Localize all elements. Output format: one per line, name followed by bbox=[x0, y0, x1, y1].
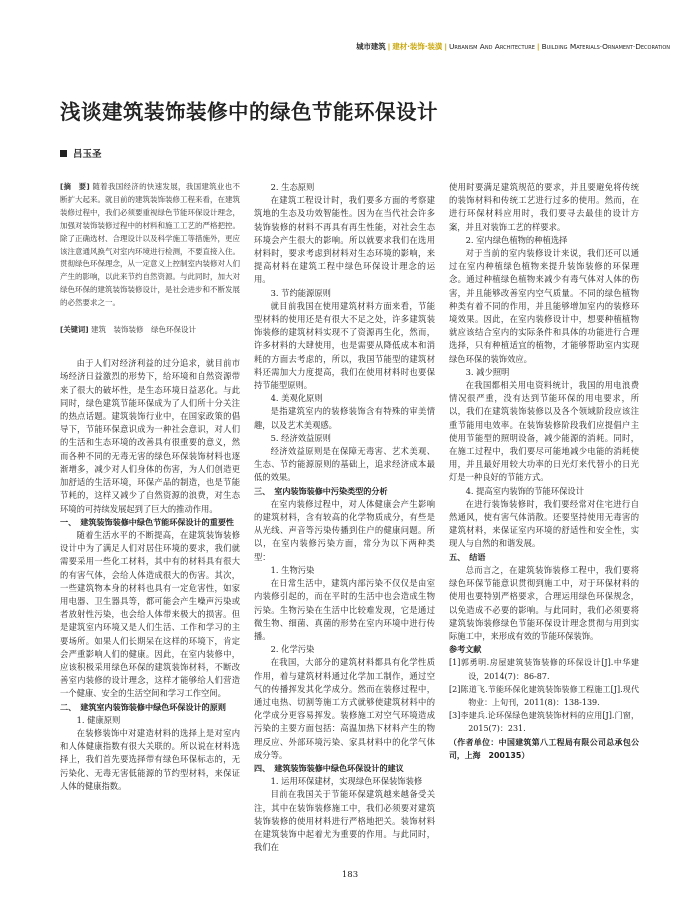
column-2 bbox=[254, 181, 435, 854]
section-2-5-heading: 5. 经济效益原则 bbox=[270, 432, 331, 443]
section-2-2-text: 在建筑工程设计时，我们要多方面的考察建筑地的生态及功效智能性。因为在当代社会许多装饰装修的材料不再具有再生性能，对社会生态环境会产生很大的影响。所以就要求我们在选用材料时，要求考虑到材料对生态环境的影响，来提高材料在建筑工程中绿色环保设计理念的运用。 bbox=[254, 195, 435, 285]
abstract-label: [摘 要] bbox=[60, 182, 90, 191]
section-2-4-text: 是指建筑室内的装修装饰含有特殊的审美情趣，以及艺术美观感。 bbox=[254, 406, 435, 430]
section-1-text: 随着生活水平的不断提高，在建筑装饰装修设计中为了满足人们对居住环境的要求，我们就需要采用一些化工材料，其中有的材料具有很大的有害气体，会给人体造成很大的伤害。其次，一些建筑物本身的材料也具有一定危害性，如家用电器、卫生器具等，都可能会产生噪声污染或者放射性污染，也会给人体带来极大的损害。但是建筑室内环境又是人们生活、工作和学习的主要场所。如果人们长期呆在这样的环境下，肯定会严重影响人们的健康。因此，在室内装修中，应该积极采用绿色环保的建筑装饰材料，不断改善室内装修的设计理念，这样才能够给人们营造一个健康、安全的生活空间和学习工作空间。 bbox=[60, 529, 240, 699]
section-2-heading: 二、 建筑室内装饰装修中绿色环保设计的原则 bbox=[60, 701, 226, 712]
section-2-1-heading: 1. 健康原则 bbox=[76, 714, 121, 725]
keywords bbox=[60, 323, 240, 336]
section-5-text: 总而言之，在建筑装饰装修工程中，我们要将绿色环保节能意识贯彻到施工中，对于环保材料的使用也要特别严格要求，合理运用绿色环保规念，以免造成不必要的影响。与此同时，我们必须要将建筑装饰装修绿色节能环保设计理念贯彻与用到实际施工中，来形成有效的节能环保装饰。 bbox=[449, 564, 639, 641]
intro-paragraph: 由于人们对经济利益的过分追求，就目前市场经济日益激烈的形势下，给环境和自然资源带来了很大的破坏性，是生态环境日益恶化。与此同时，绿色建筑节能环保成为了人们所十分关注的热点话题。建筑装饰行业中，在国家政策的倡导下，节能环保意识成为一种社会意识，对人们的生活和生态环境的改善具有很重要的意义，然而各种不同的无毒无害的绿色环保装饰材料也逐渐增多，减少对人们身体的伤害，为人们创造更加舒适的生活环境，环保产品的制造，也是节能节耗的，这样又减少了自然资源的浪费，对生态环境的可持续发展起到了巨大的推动作用。 bbox=[60, 358, 240, 514]
column-3 bbox=[449, 181, 639, 762]
reference-item: [1]郭勇明.房屋建筑装饰装修的环保设计[J].中华建设，2014(7)：86-87. bbox=[449, 658, 639, 681]
keywords-label: [关键词] bbox=[60, 325, 89, 335]
section-2-1-text: 在装修装饰中对建造材料的选择上是对室内和人体健康指数有很大关联的。所以说在材料选择上，我们首先要选择带有绿色环保标志的，无污染化、无毒无害低能源的节约型材料，来保证人体的健康指数。 bbox=[60, 727, 240, 791]
author-affiliation: （作者单位：中国建筑第八工程局有限公司总承包公司，上海 200135） bbox=[449, 737, 639, 760]
paper-title: 浅谈建筑装饰装修中的绿色节能环保设计 bbox=[60, 100, 438, 124]
section-4-3-heading: 3. 减少照明 bbox=[465, 366, 510, 377]
section-4-2-heading: 2. 室内绿色植物的种植选择 bbox=[465, 234, 568, 245]
header-en-a: Urbanism And Architecture bbox=[449, 42, 535, 51]
section-4-2-text: 对于当前的室内装修设计来说，我们还可以通过在室内种植绿色植物来提升装饰装修的环保理念。通过种植绿色植物来减少有毒气体对人体的伤害，并且能够改善室内空气质量。不同的绿色植物种类有着不同的作用，并且能够增加室内的装修环境效果。因此，在室内装修设计中，想要种植植物就应该结合室内的实际条件和具体的功能进行合理选择，只有种植适宜的植物，才能够帮助室内实现绿色环保的装饰效应。 bbox=[449, 248, 639, 364]
page-number: 183 bbox=[341, 870, 359, 880]
header-cn-a: 城市建筑 bbox=[356, 42, 386, 51]
section-4-1-continued: 使用时要满足建筑规范的要求，并且要避免将传统的装饰材料和传统工艺进行过多的使用。然而，在进行环保材料应用时，我们要寻去最佳的设计方案，并且对装饰工艺的样要求。 bbox=[449, 182, 639, 232]
abstract bbox=[60, 181, 240, 310]
keywords-text: 建筑 装饰装修 绿色环保设计 bbox=[90, 325, 196, 335]
section-4-4-heading: 4. 提高室内装饰的节能环保设计 bbox=[465, 485, 585, 496]
section-3-2-text: 在我国，大部分的建筑材料都具有化学性质作用，着与建筑材料通过化学加工制作，通过空气的传播挥发其化学成分。然而在装修过程中，通过电热、切割等施工方式就够使建筑材料中的化学成分更容易挥发。装修施工对空气环境造成污染的主要方面包括：高温加热下材料产生的物理反应、外部环境污染、家具材料中的化学气体成分等。 bbox=[254, 657, 435, 760]
section-2-3-text: 就目前我国在使用建筑材料方面来看，节能型材料的使用还是有很大不足之处，许多建筑装饰装修的建筑材料实现不了资源再生化，然而，许多材料的大肆使用，也是需要从降低成本和消耗的方面去考虑的，所以，我国节能型的建筑材料还需加大力度提高，我们在使用材料时也要保持节能型原则。 bbox=[254, 300, 435, 391]
section-3-1-heading: 1. 生物污染 bbox=[270, 564, 315, 575]
square-bullet-icon bbox=[60, 150, 67, 157]
section-2-5-text: 经济效益原则是在保障无毒害、艺术美观、生态、节约能源原则的基础上，追求经济成本最低的效果。 bbox=[254, 446, 435, 483]
reference-item: [3]李建兵.论环保绿色建筑装饰材料的应用[J].门窗，2015(7)：231. bbox=[449, 711, 639, 734]
header-cn-b: 建材·装饰·装潢 bbox=[392, 42, 443, 51]
section-4-heading: 四、 建筑装饰装修中绿色环保设计的建议 bbox=[254, 762, 404, 773]
references-heading: 参考文献 bbox=[449, 644, 482, 655]
author-line bbox=[60, 146, 102, 160]
section-3-2-heading: 2. 化学污染 bbox=[270, 644, 315, 655]
section-3-heading: 三、 室内装饰装修中污染类型的分析 bbox=[254, 485, 388, 496]
section-2-2-heading: 2. 生态原则 bbox=[270, 182, 315, 192]
section-5-heading: 五、 结语 bbox=[449, 551, 486, 562]
section-1-heading: 一、 建筑装饰装修中绿色节能环保设计的重要性 bbox=[60, 516, 235, 527]
section-3-text: 在室内装修过程中，对人体健康会产生影响的建筑材料，含有较高的化学物质成分，有些是从光线、声音等污染传播到住户的健康问题。所以，在室内装修污染方面，常分为以下两种类型： bbox=[254, 498, 435, 562]
section-4-4-text: 在进行装饰装修时，我们要经常对住宅进行自然通风，使有害气体消散。还要坚持使用无毒害的建筑材料，来保证室内环境的舒适性和安全性，实现人与自然的和谐发展。 bbox=[449, 498, 639, 549]
author-name: 吕玉圣 bbox=[73, 149, 102, 160]
abstract-text: 随着我国经济的快速发展，我国建筑业也不断扩大起来。就目前的建筑装饰装修工程来看，在建筑装修过程中，我们必须要重视绿色节能环保设计理念，加强对装饰装修过程中的材料和施工工艺的严格把控。除了正确选材、合理设计以及科学施工等措施外，更应该注意通风换气对室内环境进行检测，不要直接入住。贯彻绿色环保理念，从一定意义上控制室内装修对人们产生的影响，以此来节约自然资源。与此同时，加大对绿色环保的建筑装饰装修设计，是社会进步和不断发展的必然要求之一。 bbox=[60, 182, 240, 308]
section-2-4-heading: 4. 美观化原则 bbox=[270, 393, 323, 404]
header-en-b: Building Materials·Ornament·Decoration bbox=[541, 42, 670, 51]
section-4-3-text: 在我国都相关用电资料统计，我国的用电浪费情况很严重，没有达到节能环保的用电要求，所以，我们在建筑装饰装修以及各个领域阶段应该注重节能用电效率。在装饰装修阶段我们应提倡户主使用节能型的照明设备，减少能源的消耗。同时，在施工过程中，我们要尽可能地减少电能的消耗使用，并且最好用较大功率的日光灯来代替小的日光灯是一种良好的节能方式。 bbox=[449, 380, 639, 483]
column-1 bbox=[60, 181, 240, 793]
running-header: 城市建筑 | 建材·装饰·装潢 | Urbanism And Architecture | Building Materials·Ornament·Decoration bbox=[356, 42, 670, 51]
section-4-1-heading: 1. 运用环保建材，实现绿色环保装饰装修 bbox=[270, 776, 423, 787]
section-3-1-text: 在日常生活中，建筑内部污染不仅仅是由室内装修引起的，而在平时的生活中也会造成生物污染。生物污染在生活中比较难发现，它是通过微生物、细菌、真菌的形势在室内环境中进行传播。 bbox=[254, 578, 435, 641]
reference-item: [2]陈道飞.节能环保化建筑装饰装修工程施工[J].现代物业：上旬刊，2011(8)：138-139. bbox=[449, 684, 639, 707]
section-4-1-text: 目前在我国关于节能环保建筑越来越备受关注，其中在装饰装修施工中，我们必须要对建筑装饰装修的使用材料进行严格地把关。装饰材料在建筑装饰中起着尤为重要的作用。与此同时，我们在 bbox=[254, 789, 435, 853]
section-2-3-heading: 3. 节约能源原则 bbox=[270, 287, 331, 298]
